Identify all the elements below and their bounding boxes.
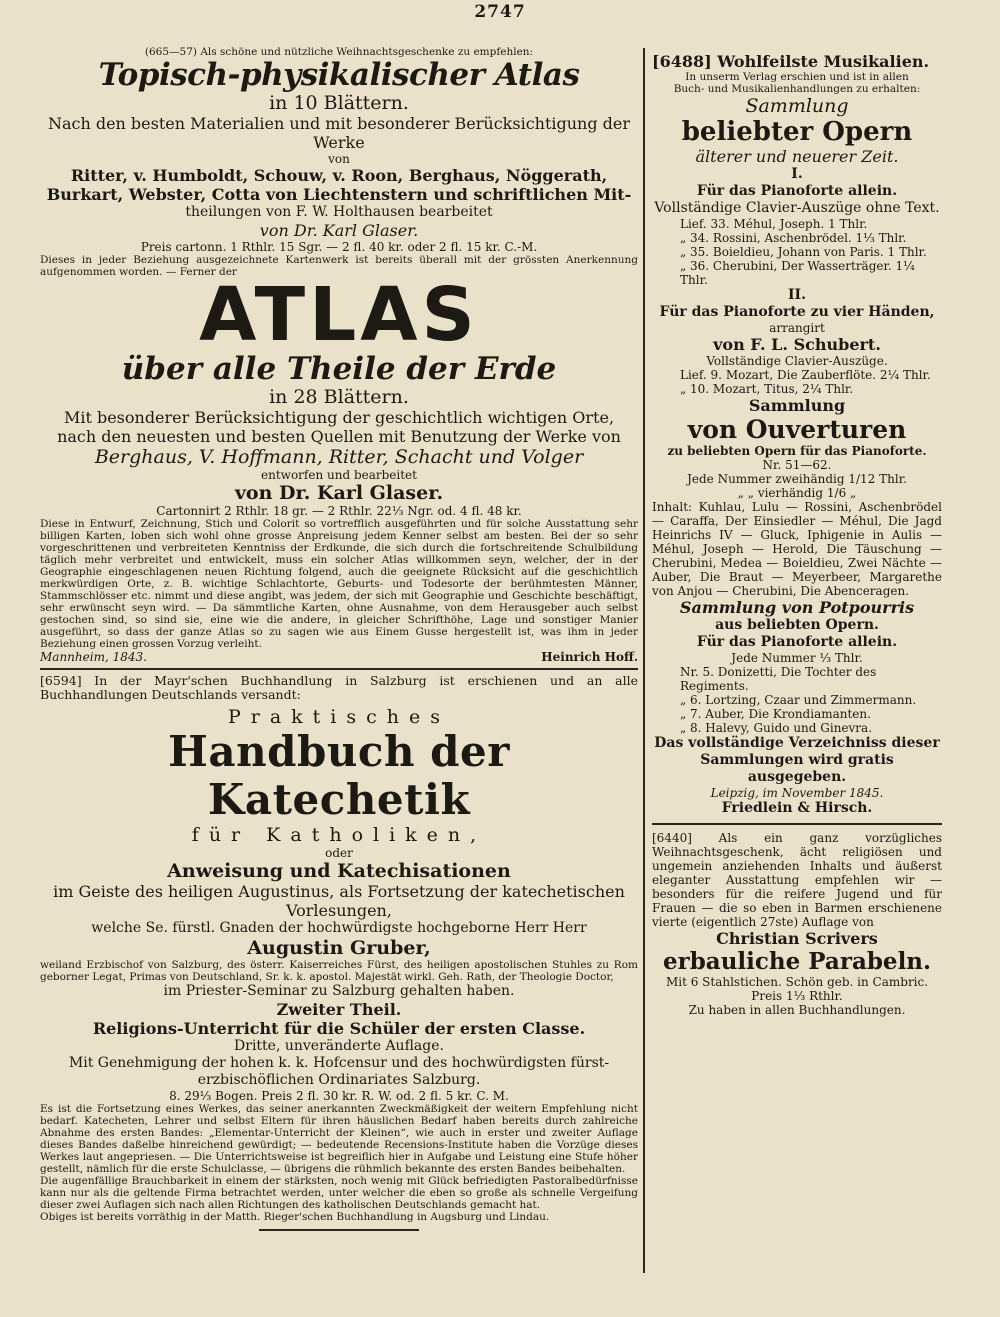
- ad-edition: Dritte, unveränderte Auflage.: [234, 1038, 444, 1054]
- ad-katechetik: [40, 674, 638, 1231]
- ad-line: Buch- und Musikalienhandlungen zu erhalten:: [673, 83, 921, 95]
- ad-desc: Vorlesungen,: [286, 901, 392, 920]
- ad-avail: Zu haben in allen Buchhandlungen.: [688, 1003, 906, 1017]
- collection-sub: aus beliebten Opern.: [715, 617, 879, 633]
- ad-part: Zweiter Theil.: [276, 1000, 402, 1019]
- right-column: [652, 52, 942, 1302]
- ad-intro: (665—57) Als schöne und nützliche Weihnachtsgeschenke zu empfehlen:: [144, 46, 534, 58]
- ad-desc: welche Se. fürstl. Gnaden der hochwürdigste hochgeborne Herr Herr: [91, 920, 587, 936]
- ad-atlas: [40, 46, 638, 664]
- ad-place-date: Mannheim, 1843.: [40, 650, 147, 664]
- ad-text: Die augenfällige Brauchbarkeit in einem der stärksten, noch wenig mit Glück befriedigten Pastoralbedürfnisse kann nur als die geltende Firma betrachtet werden, unter welcher die eben so große als schnelle Vergeifung dieser zwei Auflagen sich nach allen Richtungen des katholischen Deutschlands gemacht hat.: [40, 1175, 638, 1211]
- ad-publisher: Friedlein & Hirsch.: [721, 800, 873, 816]
- ad-approval: erzbischöflichen Ordinariates Salzburg.: [197, 1072, 481, 1088]
- ad-musikalien: [652, 52, 942, 817]
- list-section-1: [652, 217, 942, 287]
- list-item: „ 35. Boieldieu, Johann von Paris. 1 Thlr.: [680, 245, 927, 259]
- ad-line: Nach den besten Materialien und mit besonderer Berücksichtigung der Werke: [47, 114, 631, 152]
- collection-sub: Für das Pianoforte allein.: [696, 634, 898, 650]
- ad-price: 8. 29⅓ Bogen. Preis 2 fl. 30 kr. R. W. od. 2 fl. 5 kr. C. M.: [169, 1089, 509, 1103]
- ad-separator: [652, 823, 942, 825]
- list-item: „ 6. Lortzing, Czaar und Zimmermann.: [680, 693, 917, 707]
- section-desc: Vollständige Clavier-Auszüge ohne Text.: [654, 200, 940, 216]
- ad-for: für Katholiken,: [191, 824, 487, 846]
- ad-publisher: Heinrich Hoff.: [541, 650, 638, 664]
- ad-footer: [40, 650, 638, 664]
- page-number: 2747: [474, 2, 526, 22]
- ad-subtitle: Anweisung und Katechisationen: [167, 860, 511, 882]
- ad-title: älterer und neuerer Zeit.: [695, 147, 899, 166]
- list-item: Nr. 5. Donizetti, Die Tochter des Regiments.: [680, 665, 877, 693]
- collection-price: „ „ vierhändig 1/6 „: [737, 486, 857, 500]
- collection-price: Jede Nummer zweihändig 1/12 Thlr.: [687, 472, 907, 486]
- ad-oder: oder: [325, 846, 353, 860]
- list-item: „ 10. Mozart, Titus, 2¼ Thlr.: [680, 382, 854, 396]
- ad-text: Obiges ist bereits vorräthig in der Matth. Rieger'schen Buchhandlung in Augsburg und Lindau.: [40, 1211, 550, 1223]
- atlas-editor: von Dr. Karl Glaser.: [234, 482, 444, 504]
- ad-editor: von Dr. Karl Glaser.: [259, 221, 419, 240]
- collection-nr: Nr. 51—62.: [762, 458, 832, 472]
- ad-line: In unserm Verlag erschien und ist in allen: [685, 71, 909, 83]
- collection-title: von Ouverturen: [687, 415, 907, 444]
- ad-separator: [40, 668, 638, 670]
- ad-sheets: in 10 Blättern.: [269, 92, 409, 114]
- collection-title: Sammlung: [748, 396, 846, 415]
- ad-von: von: [328, 152, 350, 166]
- end-rule: [259, 1229, 419, 1231]
- section-number: II.: [788, 287, 806, 303]
- ad-held: im Priester-Seminar zu Salzburg gehalten haben.: [163, 983, 515, 999]
- atlas-sheets: in 28 Blättern.: [269, 386, 409, 408]
- atlas-heading: ATLAS: [199, 272, 479, 358]
- list-section-2: [652, 368, 942, 396]
- ad-title: beliebter Opern: [681, 117, 913, 147]
- ad-details: Mit 6 Stahlstichen. Schön geb. in Cambric. Preis 1⅓ Rthlr.: [665, 975, 929, 1003]
- ad-title: Sammlung: [745, 95, 849, 117]
- atlas-subheading: über alle Theile der Erde: [121, 351, 557, 387]
- ad-text: [6440] Als ein ganz vorzügliches Weihnachtsgeschenk, ächt religiösen und ungemein anziehenden Inhalts und äußerst eleganter Ausstattung empfehlen wir — besonders für die reifere Jugend und für Frauen — die so eben in Barmen erschienene vierte (eigentlich 27ste) Auflage von: [652, 831, 942, 929]
- ad-title: Topisch-physikalischer Atlas: [98, 57, 580, 93]
- collection-price: Jede Nummer ⅓ Thlr.: [731, 651, 863, 665]
- collection-sub: zu beliebten Opern für das Pianoforte.: [667, 444, 927, 458]
- list-section-3: [652, 665, 942, 735]
- ad-intro: [6594] In der Mayr'schen Buchhandlung in Salzburg ist erschienen und an alle Buchhandlungen Deutschlands versandt:: [40, 673, 638, 702]
- left-column: [40, 28, 638, 1298]
- list-item: „ 34. Rossini, Aschenbrödel. 1⅓ Thlr.: [680, 231, 907, 245]
- atlas-entw: entworfen und bearbeitet: [261, 468, 417, 482]
- ad-text: Es ist die Fortsetzung eines Werkes, das seiner anerkannten Zweckmäßigkeit der weitern Empfehlung nicht bedarf. Katecheten, Lehrer und selbst Eltern für ihren häuslichen Bedarf haben bereits durch zahlreiche Abnahme des ersten Bandes: „Elementar-Unterricht der Kleinen“, wie auch in erster und zweiter Auflage dieses Bandes daßelbe hinreichend gewürdigt; — bedeutende Recensions-Institute haben die Vorzüge dieses Werkes laut angepriesen. — Die Unterrichtsweise ist begreiflich hier in Aufgabe und Leistung eine Stufe höher gestellt, nämlich für die erste Schulclasse, — übrigens die rühmlich bekannte des ersten Bandes beibehalten.: [40, 1103, 638, 1175]
- atlas-text: Diese in Entwurf, Zeichnung, Stich und Colorit so vortrefflich ausgeführten und für solche Ausstattung sehr billigen Karten, loben sich wohl ohne grosse Anpreisung jedem Kenner selbst am besten. Bei der so sehr vorgeschrittenen und verbreiteten Kenntniss der Erdkunde, die sich durch die fortschreitende Schulbildung täglich mehr verbreitet und entwickelt, muss ein solcher Atlas willkommen seyn, welcher, der in der Geographie eingeschlagenen neuen Richtung folgend, auch die geeignete Rücksicht auf die geschichtlich merkwürdigen Orte, z. B. wichtige Schlachtorte, Geburts- und Todesorte der berühmtesten Männer, Stammschlösser etc. nimmt und diese angibt, was jedem, der sich mit Geographie und Geschichte beschäftigt, sehr erwünscht seyn wird. — Da sämmtliche Karten, ohne Ausnahme, von dem Herausgeber auch selbst gestochen sind, so sind sie, eine wie die andere, in gleicher Schrifthöhe, Lage und sonstiger Manier ausgeführt, so dass der ganze Atlas so zu sagen wie aus Einem Gusse hergestellt ist, was ihm in jeder Beziehung einen grossen Vorzug verleiht.: [40, 518, 638, 650]
- ad-part-title: Religions-Unterricht für die Schüler der ersten Classe.: [92, 1019, 586, 1038]
- collection-contents: Inhalt: Kuhlau, Lulu — Rossini, Aschenbrödel — Caraffa, Der Einsiedler — Méhul, Die Jagd Heinrichs IV — Gluck, Iphigenie in Aulis — Méhul, Joseph — Herold, Die Täuschung — Cherubini, Medea — Boieldieu, Zwei Nächte — Auber, Die Braut — Meyerbeer, Margarethe von Anjou — Cherubini, Die Abenceragen.: [652, 500, 942, 598]
- catalog-note: Das vollständige Verzeichniss dieser Sammlungen wird gratis ausgegeben.: [654, 735, 940, 785]
- ad-scriver: [652, 831, 942, 1017]
- collection-title: Sammlung von Potpourris: [679, 598, 915, 617]
- atlas-desc: Mit besonderer Berücksichtigung der geschichtlich wichtigen Orte,: [63, 408, 615, 427]
- ad-desc: im Geiste des heiligen Augustinus, als Fortsetzung der katechetischen: [53, 882, 625, 901]
- ad-approval: Mit Genehmigung der hohen k. k. Hofcensur und des hochwürdigsten fürst-: [68, 1055, 610, 1071]
- section-arr: arrangirt: [769, 321, 825, 335]
- ad-authors: Ritter, v. Humboldt, Schouw, v. Roon, Berghaus, Nöggerath,: [70, 166, 608, 185]
- list-item: „ 8. Halevy, Guido und Ginevra.: [680, 721, 873, 735]
- section-number: I.: [791, 166, 803, 182]
- ad-note: Dieses in jeder Beziehung ausgezeichnete Kartenwerk ist bereits überall mit der grössten Anerkennung aufgenommen worden. — Ferner der: [40, 254, 638, 278]
- ad-author: Augustin Gruber,: [247, 937, 431, 959]
- section-desc: Vollständige Clavier-Auszüge.: [706, 354, 888, 368]
- ad-authors: theilungen von F. W. Holthausen bearbeitet: [185, 204, 493, 220]
- list-item: „ 36. Cherubini, Der Wasserträger. 1¼ Thlr.: [680, 259, 915, 287]
- ad-kicker: Praktisches: [227, 706, 451, 728]
- ad-intro: [6488] Wohlfeilste Musikalien.: [652, 52, 930, 71]
- column-divider: [643, 48, 645, 1273]
- ad-title: erbauliche Parabeln.: [662, 948, 932, 975]
- section-by: von F. L. Schubert.: [713, 335, 881, 354]
- ad-author: Christian Scrivers: [716, 929, 878, 948]
- ad-author-desc: weiland Erzbischof von Salzburg, des österr. Kaiserreiches Fürst, des heiligen apostolischen Stuhles zu Rom geborner Legat, Primas von Deutschland, Sr. k. k. apostol. Majestät wirkl. Geh. Rath, der Theologie Doctor,: [40, 959, 638, 983]
- list-item: Lief. 33. Méhul, Joseph. 1 Thlr.: [680, 217, 868, 231]
- atlas-desc: nach den neuesten und besten Quellen mit Benutzung der Werke von: [57, 427, 621, 446]
- ad-date: Leipzig, im November 1845.: [710, 786, 884, 800]
- list-item: Lief. 9. Mozart, Die Zauberflöte. 2¼ Thlr.: [680, 368, 931, 382]
- ad-title: Handbuch der Katechetik: [168, 727, 510, 824]
- atlas-price: Cartonnirt 2 Rthlr. 18 gr. — 2 Rthlr. 22⅓ Ngr. od. 4 fl. 48 kr.: [156, 504, 522, 518]
- ad-authors: Burkart, Webster, Cotta von Liechtenstern und schriftlichen Mit-: [46, 185, 632, 204]
- section-title: Für das Pianoforte zu vier Händen,: [659, 304, 935, 320]
- atlas-authors: Berghaus, V. Hoffmann, Ritter, Schacht und Volger: [94, 446, 584, 468]
- list-item: „ 7. Auber, Die Krondiamanten.: [680, 707, 871, 721]
- ad-price: Preis cartonn. 1 Rthlr. 15 Sgr. — 2 fl. 40 kr. oder 2 fl. 15 kr. C.-M.: [140, 240, 538, 254]
- section-title: Für das Pianoforte allein.: [696, 183, 898, 199]
